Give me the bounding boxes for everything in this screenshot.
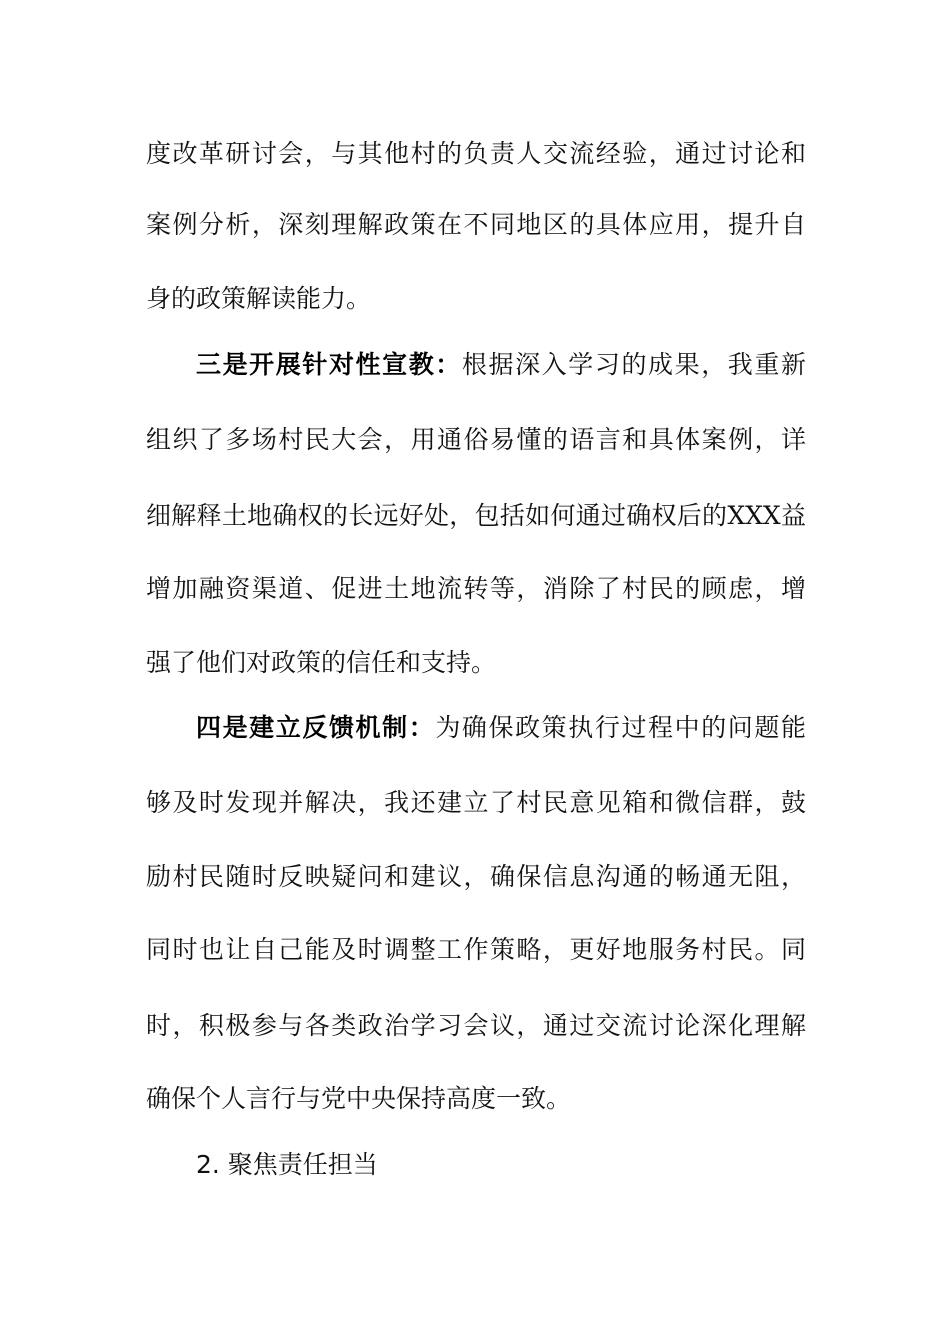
paragraph-3-line-6: 确保个人言行与党中央保持高度一致。 (146, 1084, 572, 1113)
paragraph-2-line-4: 增加融资渠道、促进土地流转等，消除了村民的顾虑，增 (146, 574, 806, 603)
paragraph-1-line-2: 案例分析，深刻理解政策在不同地区的具体应用，提升自 (146, 210, 806, 239)
paragraph-2-line-1 (196, 347, 806, 383)
paragraph-3-line-3: 励村民随时反映疑问和建议，确保信息沟通的畅通无阻， (146, 862, 806, 891)
paragraph-1-line-1: 度改革研讨会，与其他村的负责人交流经验，通过讨论和 (146, 139, 806, 168)
paragraph-3-line-1 (196, 710, 806, 746)
paragraph-3-line-5: 时，积极参与各类政治学习会议，通过交流讨论深化理解 (146, 1011, 806, 1040)
paragraph-2-line-2: 组织了多场村民大会，用通俗易懂的语言和具体案例，详 (146, 425, 806, 454)
paragraph-3-line-2: 够及时发现并解决，我还建立了村民意见箱和微信群，鼓 (146, 788, 806, 817)
paragraph-3-lead: 四是建立反馈机制： (196, 713, 436, 742)
paragraph-3-line-1-rest: 为确保政策执行过程中的问题能 (435, 713, 806, 742)
paragraph-1-line-3: 身的政策解读能力。 (146, 284, 372, 313)
paragraph-2-line-3: 细解释土地确权的长远好处，包括如何通过确权后的XXX益 (146, 501, 806, 530)
paragraph-2-lead: 三是开展针对性宣教： (196, 350, 462, 379)
section-heading: 2. 聚焦责任担当 (196, 1150, 378, 1179)
paragraph-2-line-1-rest: 根据深入学习的成果，我重新 (461, 350, 806, 379)
paragraph-3-line-4: 同时也让自己能及时调整工作策略，更好地服务村民。同 (146, 935, 806, 964)
paragraph-2-line-5: 强了他们对政策的信任和支持。 (146, 648, 497, 677)
